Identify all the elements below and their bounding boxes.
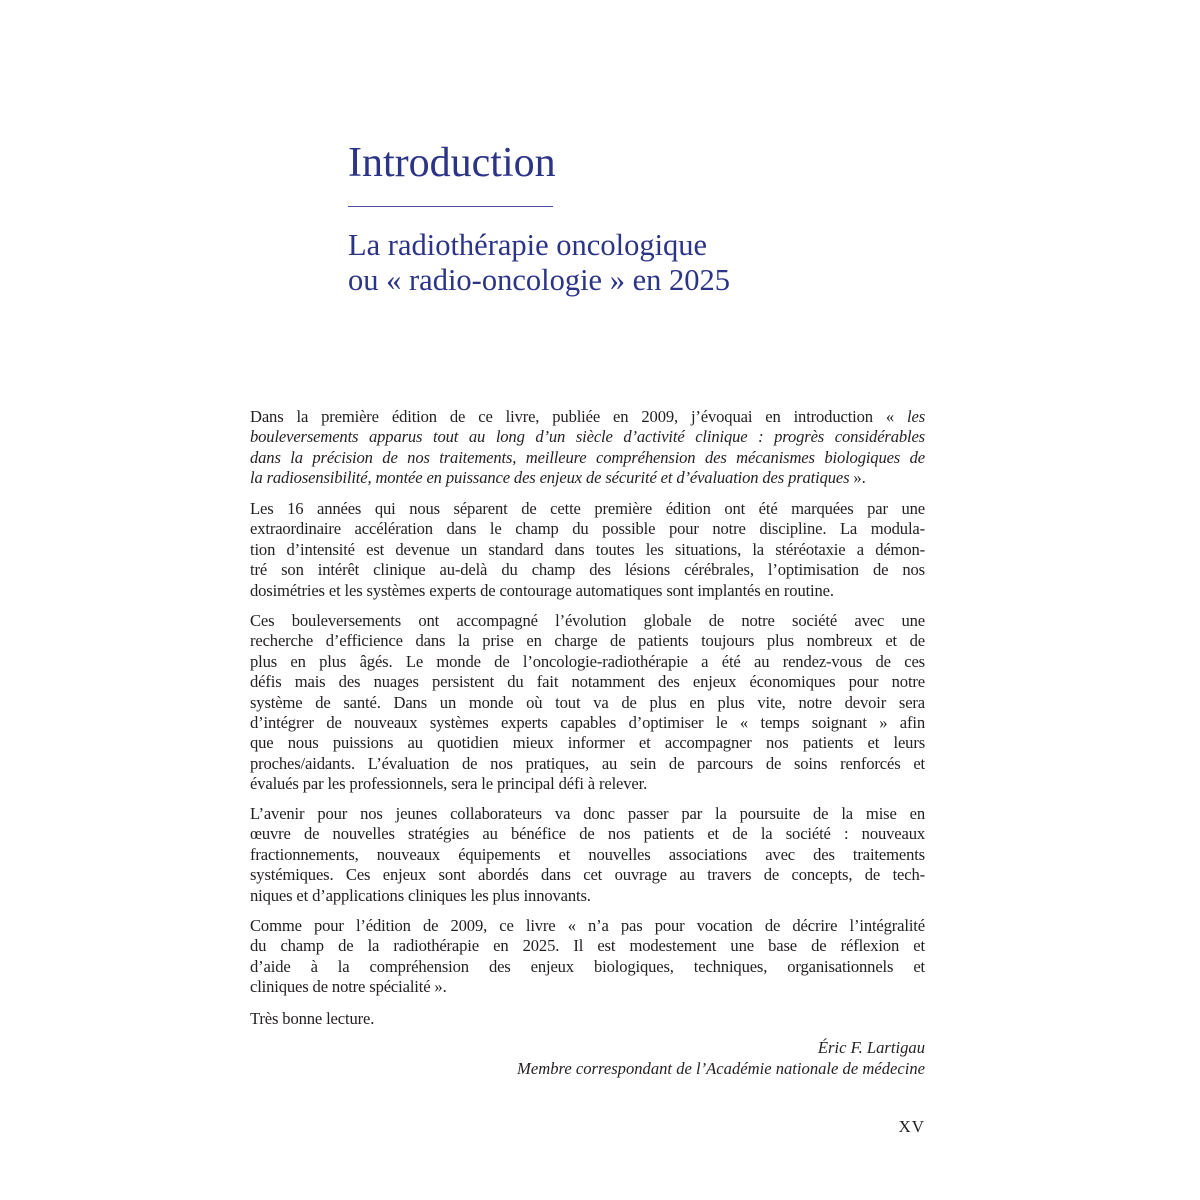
text-line: [250, 936, 925, 956]
body-text: Les 16 années qui nous séparent de cette première édition ont été marquées par une: [250, 499, 925, 518]
paragraph-3: [250, 611, 925, 795]
paragraph-2: [250, 499, 925, 601]
page-number: XV: [898, 1117, 925, 1136]
body-text: fractionnements, nouveaux équipements et nouvelles associations avec des traitements: [250, 844, 925, 864]
body-text: défis mais des nuages persistent du fait notamment des enjeux économiques pour notre: [250, 672, 925, 692]
body-text: d’aide à la compréhension des enjeux biologiques, techniques, organisationnels et: [250, 956, 925, 976]
text-line: [250, 560, 925, 580]
body-text: Dans la première édition de ce livre, publiée en 2009, j’évoquai en introduction «: [250, 407, 908, 426]
body-text: système de santé. Dans un monde où tout va de plus en plus vite, notre devoir sera: [250, 692, 925, 712]
body-text: cliniques de notre spécialité ».: [250, 977, 447, 997]
text-line: [250, 804, 925, 824]
text-line: [250, 916, 925, 936]
text-line: [250, 631, 925, 651]
body-text: d’intégrer de nouveaux systèmes experts capables d’optimiser le « temps soignant » afin: [250, 712, 925, 732]
italic-quote-text: bouleversements apparus tout au long d’un siècle d’activité clinique : progrès considérables: [250, 427, 925, 447]
paragraph-4: [250, 804, 925, 906]
body-text: niques et d’applications cliniques les plus innovants.: [250, 885, 591, 905]
subtitle-line: ou « radio-oncologie » en 2025: [348, 263, 731, 297]
text-line: [250, 652, 925, 672]
text-line: [250, 427, 925, 447]
paragraph-5: [250, 916, 925, 998]
text-line: [250, 448, 925, 468]
body-text: tion d’intensité est devenue un standard dans toutes les situations, la stéréotaxie a démon-: [250, 539, 925, 559]
text-line: [250, 693, 925, 713]
chapter-subtitle: [348, 228, 730, 298]
text-line: [250, 407, 925, 427]
body-text: Comme pour l’édition de 2009, ce livre « n’a pas pour vocation de décrire l’intégralité: [250, 916, 925, 935]
signature-name: Éric F. Lartigau: [817, 1038, 925, 1057]
text-line: [250, 581, 925, 601]
body-text: extraordinaire accélération dans le champ du possible pour notre discipline. La modula-: [250, 519, 925, 539]
italic-quote-text: dans la précision de nos traitements, meilleure compréhension des mécanismes biologiques de: [250, 447, 925, 467]
text-line: [250, 468, 925, 488]
text-line: [250, 611, 925, 631]
text-line: [250, 824, 925, 844]
chapter-title: Introduction: [348, 140, 556, 186]
body-text: Très bonne lecture.: [250, 1009, 375, 1028]
closing-line: [250, 1009, 925, 1029]
subtitle-line: La radiothérapie oncologique: [348, 228, 708, 262]
title-divider: [348, 206, 553, 207]
body-text: œuvre de nouvelles stratégies au bénéfice de nos patients et de la société : nouveaux: [250, 824, 925, 844]
text-line: [250, 754, 925, 774]
body-text: dosimétries et les systèmes experts de contourage automatiques sont implantés en routine.: [250, 580, 834, 600]
text-line: [250, 1009, 925, 1029]
text-line: [250, 540, 925, 560]
text-line: [250, 865, 925, 885]
body-text: que nous puissions au quotidien mieux informer et accompagner nos patients et leurs: [250, 733, 925, 753]
body-text: Ces bouleversements ont accompagné l’évolution globale de notre société avec une: [250, 611, 925, 630]
italic-quote-text: les: [907, 407, 925, 426]
italic-quote-text: la radiosensibilité, montée en puissance des enjeux de sécurité et d’évaluation des pratiques: [250, 468, 850, 488]
text-line: [250, 977, 925, 997]
text-line: [250, 774, 925, 794]
text-line: [250, 845, 925, 865]
body-text: tré son intérêt clinique au-delà du champ des lésions cérébrales, l’optimisation de nos: [250, 560, 925, 580]
body-text: L’avenir pour nos jeunes collaborateurs va donc passer par la poursuite de la mise en: [250, 804, 925, 823]
text-line: [250, 499, 925, 519]
body-text: plus en plus âgés. Le monde de l’oncologie-radiothérapie a été au rendez-vous de ces: [250, 651, 925, 671]
text-line: [250, 957, 925, 977]
body-text: ».: [849, 468, 866, 488]
body-text: proches/aidants. L’évaluation de nos pratiques, au sein de parcours de soins renforcés et: [250, 753, 925, 773]
body-text: recherche d’efficience dans la prise en charge de patients toujours plus nombreux et de: [250, 631, 925, 651]
body-text: systémiques. Ces enjeux sont abordés dans cet ouvrage au travers de concepts, de tech-: [250, 865, 925, 885]
signature-role: Membre correspondant de l’Académie nationale de médecine: [517, 1059, 925, 1078]
body-text: du champ de la radiothérapie en 2025. Il est modestement une base de réflexion et: [250, 936, 925, 956]
paragraph-1: [250, 407, 925, 489]
text-line: [250, 713, 925, 733]
text-line: [250, 519, 925, 539]
body-text: évalués par les professionnels, sera le principal défi à relever.: [250, 774, 648, 794]
text-line: [250, 733, 925, 753]
text-line: [250, 672, 925, 692]
text-line: [250, 886, 925, 906]
